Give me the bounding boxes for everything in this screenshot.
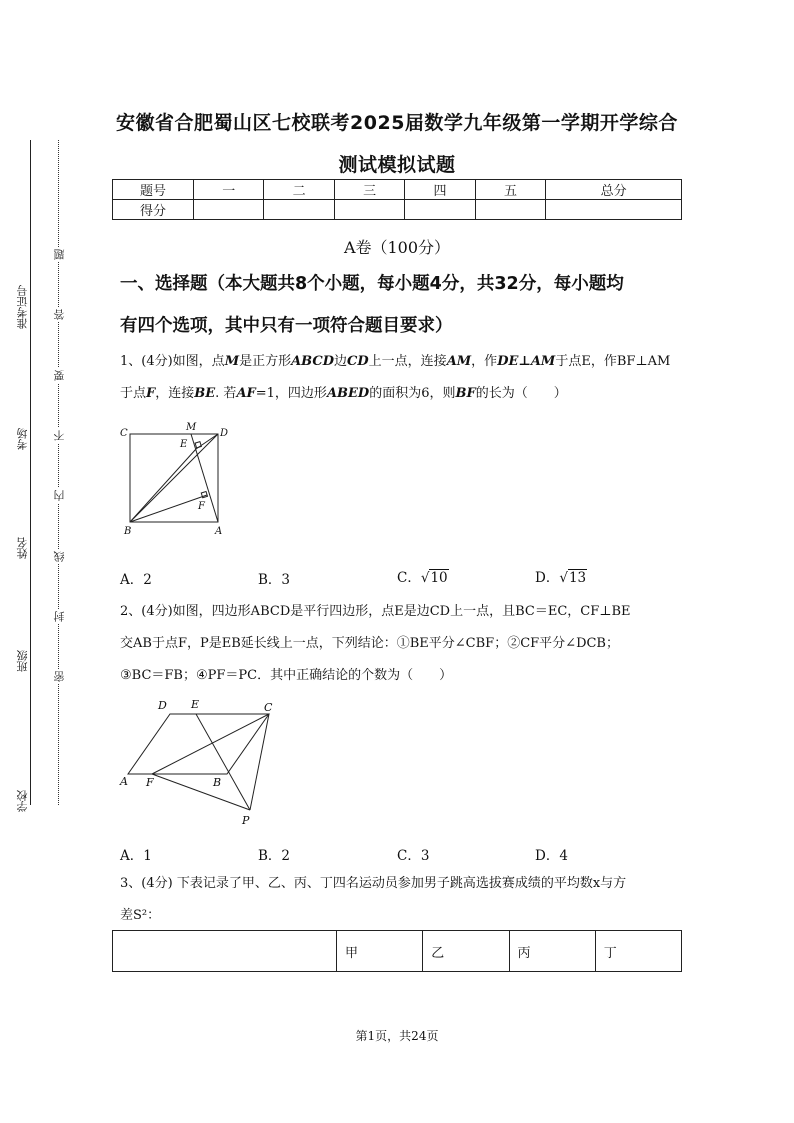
question-3-text — [120, 868, 682, 932]
score-input-cell[interactable] — [194, 200, 264, 220]
q1-option-d[interactable]: D．√13 — [535, 570, 587, 586]
question-1-line2: 于点F，连接BE. 若AF=1，四边形ABED的面积为6，则BF的长为（ ） — [120, 386, 567, 401]
question-2-line1: 2、(4分)如图，四边形ABCD是平行四边形，点E是边CD上一点，且BC＝EC，CF⊥BE — [120, 604, 631, 619]
q1-option-b[interactable]: B．3 — [258, 572, 291, 588]
table-header-jia: 甲 — [337, 931, 423, 972]
page-footer: 第1页，共24页 — [355, 1029, 439, 1043]
score-cell: 一 — [194, 180, 264, 200]
vertex-label-a: A — [215, 526, 223, 537]
q2-option-d[interactable]: D．4 — [535, 848, 568, 864]
score-input-cell[interactable] — [405, 200, 475, 220]
score-cell: 总分 — [546, 180, 682, 200]
score-table — [112, 179, 682, 220]
vertex-label-e: E — [191, 698, 200, 711]
vertex-label-b: B — [213, 776, 222, 789]
q2-option-b[interactable]: B．2 — [258, 848, 291, 864]
sidebar-label-school: 学校 — [16, 790, 29, 812]
vertex-label-c: C — [264, 701, 273, 714]
q1-option-c[interactable]: C．√10 — [397, 570, 448, 586]
seal-char: 线 — [53, 551, 66, 562]
seal-char: 封 — [53, 611, 66, 622]
vertex-label-b: B — [124, 526, 132, 537]
score-input-cell[interactable] — [475, 200, 545, 220]
score-cell: 二 — [264, 180, 334, 200]
q2-option-a[interactable]: A．1 — [120, 848, 152, 864]
score-table-score-row — [113, 200, 682, 220]
vertex-label-c: C — [120, 428, 128, 439]
parallelogram-abcd — [128, 714, 269, 774]
score-cell: 五 — [475, 180, 545, 200]
question-1-line1: 1、(4分)如图，点M是正方形ABCD边CD上一点，连接AM，作DE⊥AM于点E，作BF⊥AM — [120, 354, 671, 369]
question-3-line1: 3、(4分) 下表记录了甲、乙、丙、丁四名运动员参加男子跳高选拔赛成绩的平均数x与方 — [120, 876, 627, 891]
question-1-text — [120, 346, 682, 410]
vertex-label-m: M — [186, 422, 197, 433]
score-cell: 得分 — [113, 200, 194, 220]
question-2-line3: ③BC＝FB；④PF＝PC．其中正确结论的个数为（ ） — [120, 668, 453, 683]
section-heading-line1: 一、选择题（本大题共8个小题，每小题4分，共32分，每小题均 — [120, 274, 624, 294]
page-title: 安徽省合肥蜀山区七校联考2025届数学九年级第一学期开学综合 — [116, 112, 678, 134]
question-2-text — [120, 596, 682, 692]
score-cell: 题号 — [113, 180, 194, 200]
score-table-header-row — [113, 180, 682, 200]
vertex-label-d: D — [220, 428, 229, 439]
seal-char: 密 — [53, 671, 66, 682]
vertex-label-f: F — [198, 501, 205, 512]
sidebar-label-exam-room: 考场 — [16, 428, 29, 450]
vertex-label-a: A — [120, 775, 128, 788]
question-2-figure — [112, 694, 282, 832]
seal-char: 答 — [53, 309, 66, 320]
score-cell: 四 — [405, 180, 475, 200]
section-heading — [120, 263, 680, 347]
sidebar-label-class: 班级 — [16, 650, 29, 672]
q1-option-a[interactable]: A．2 — [120, 572, 152, 588]
page-subtitle: 测试模拟试题 — [338, 154, 456, 176]
vertex-label-p: P — [242, 814, 250, 827]
table-header-bing: 丙 — [509, 931, 595, 972]
seal-char: 不 — [53, 430, 66, 441]
seal-char: 内 — [53, 490, 66, 501]
question-3-line2: 差S²： — [120, 908, 161, 923]
vertex-label-d: D — [158, 699, 167, 712]
vertex-label-e: E — [180, 439, 188, 450]
score-cell: 三 — [334, 180, 404, 200]
vertex-label-f: F — [146, 776, 154, 789]
score-input-cell[interactable] — [546, 200, 682, 220]
table-header-yi: 乙 — [423, 931, 509, 972]
table-header-ding: 丁 — [595, 931, 681, 972]
seal-char: 题 — [53, 249, 66, 260]
sidebar-label-exam-number: 准考证号 — [16, 285, 29, 329]
sqrt-icon: √13 — [559, 570, 587, 586]
sidebar-label-name: 姓名 — [16, 537, 29, 559]
question-3-table — [112, 930, 682, 972]
table-row — [113, 931, 682, 972]
question-2-line2: 交AB于点F，P是EB延长线上一点，下列结论：①BE平分∠CBF；②CF平分∠DCB； — [120, 636, 619, 651]
section-heading-line2: 有四个选项，其中只有一项符合题目要求） — [120, 316, 453, 336]
volume-heading: A卷（100分） — [343, 238, 451, 257]
question-1-figure — [112, 418, 242, 542]
sqrt-icon: √10 — [420, 570, 448, 586]
table-cell — [113, 931, 337, 972]
seal-char: 要 — [53, 370, 66, 381]
score-input-cell[interactable] — [334, 200, 404, 220]
score-input-cell[interactable] — [264, 200, 334, 220]
q2-option-c[interactable]: C．3 — [397, 848, 430, 864]
